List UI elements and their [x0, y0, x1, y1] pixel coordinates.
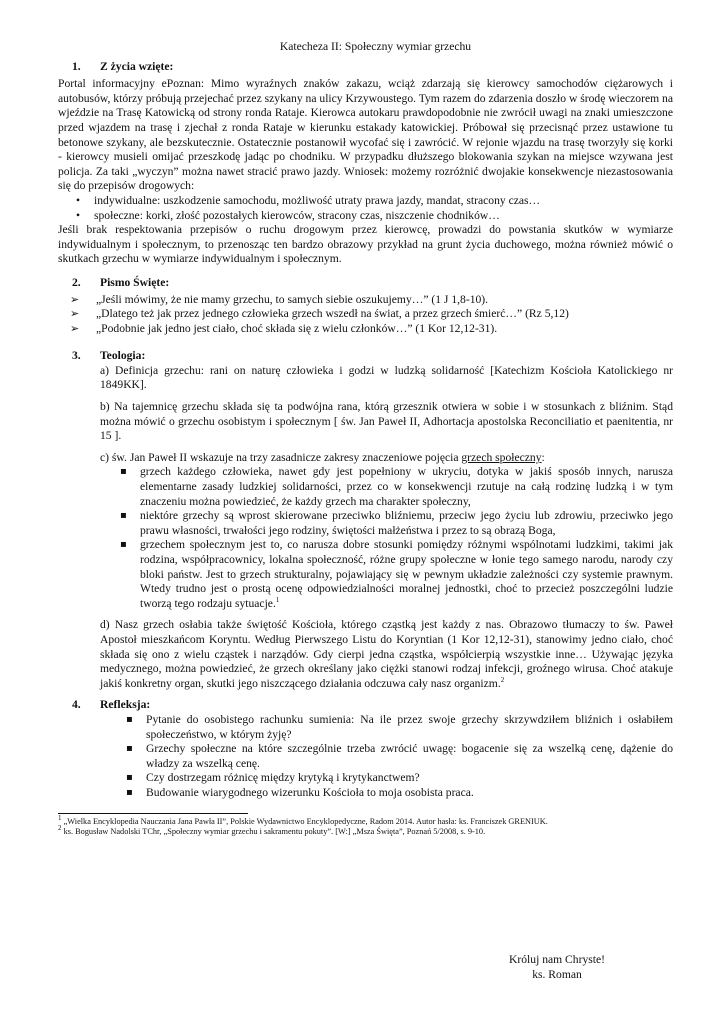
section-number: 3. [72, 349, 81, 363]
grzech-spoleczny-link[interactable]: grzech społeczny [461, 450, 542, 464]
section-number: 2. [72, 275, 81, 289]
scripture-quotes [70, 293, 673, 337]
section-1-outro: Jeśli brak respektowania przepisów o ruchu drogowym przez kierowcę, prowadzi do powstania skutków w wymiarze indywidualnym i społecznym, to przenosząc ten bardzo obrazowy przykład na grunt życia duchowego, można również mówić o skutkach grzechu w wymiarze indywidualnym i społecznym. [58, 223, 673, 266]
list-item: ▪ grzechem społecznym jest to, co narusza dobre stosunki pomiędzy różnymi wspólnotami ludzkimi, takimi jak rodzina, współpracownicy, lokalna społeczność, różne grupy społeczne w łonie tego samego narodu, narody czy bloki państw. Jest to grzech strukturalny, pojawiający się w pewnym układzie zależności czy systemie prawnym. Wtedy trudno jest o prostą ocenę odpowiedzialności moralnej jednostki, choć to przecież poszczególni ludzie tworzą tego rodzaju sytuacje.$^1$ [120, 538, 673, 611]
list-item: ▪ Grzechy społeczne na które szczególnie trzeba zwrócić uwagę: bogacenie się za wszelką cenę, dążenie do władzy za wszelką cenę. [126, 742, 673, 771]
section-title: Z życia wzięte: [100, 59, 174, 73]
section-number: 4. [72, 698, 81, 712]
section-title: Refleksja: [100, 698, 151, 712]
footnote-ref[interactable]: 2 [500, 675, 505, 684]
footnote-2: $^2$ ks. Bogusław Nadolski TChr, „Społeczny wymiar grzechu i sakramentu pokuty”. [W:] „Msza Święta”, Poznań 5/2008, s. 9-10. [58, 824, 486, 836]
list-item: ➢ „Podobnie jak jedno jest ciało, choć składa się z wielu członków…” (1 Kor 12,12-31). [70, 322, 673, 337]
section-title: Teologia: [100, 349, 146, 363]
footnote-1: $^1$ „Wielka Encyklopedia Nauczania Jana Pawła II”, Polskie Wydawnictwo Encyklopedyczne, Radom 2014. Autor hasła: ks. Franciszek GRENIUK. [58, 813, 548, 826]
closing-signature [509, 953, 605, 982]
section-2-heading [72, 276, 673, 291]
theology-a: a) Definicja grzechu: rani on naturę człowieka i godzi w ludzką solidarność [Katechizm Kościoła Katolickiego nr 1849KK]. [100, 363, 673, 392]
section-1-intro: Portal informacyjny ePoznan: Mimo wyraźnych znaków zakazu, wciąż zdarzają się kierowcy samochodów ciężarowych i autobusów, którzy próbują przejechać przez szykany na ulicy Krzywoustego. Tym razem do zdarzenia doszło w środę wieczorem na wjeździe na Trasę Katowicką od strony ronda Rataje. Kierowca autokaru prawdopodobnie nie zwrócił uwagi na znaki umieszczone przed wjazdem na trasę i zjechał z ronda Rataje w kierunku estakady katowickiej. Próbował się przecisnąć przez ustawione tu betonowe szykany, ale bezskutecznie. Ostatecznie postanowił wycofać się i zawrócić. W rejonie wjazdu na trasę tworzyły się korki - kierowcy musieli omijać przeszkodę jadąc po chodniku. W przypadku dłuższego blokowania szykan na miejsce wzywana jest policja. Za taki „wyczyn” można nawet stracić prawo jazdy. Wniosek: możemy rozróżnić dwojakie konsekwencje niezastosowania się do przepisów drogowych: [58, 77, 673, 193]
theology-b: b) Na tajemnicę grzechu składa się ta podwójna rana, którą grzesznik otwiera w sobie i w stosunkach z bliźnim. Stąd można mówić o grzechu osobistym i społecznym [ św. Jan Paweł II, Adhortacja apostolska Reconciliatio et paenitentia, nr 15 ]. [100, 400, 673, 443]
section-title: Pismo Święte: [100, 275, 170, 289]
list-item: • indywidualne: uszkodzenie samochodu, możliwość utraty prawa jazdy, mandat, stracony czas… [72, 194, 673, 209]
list-item: ➢ „Jeśli mówimy, że nie mamy grzechu, to samych siebie oszukujemy…” (1 J 1,8-10). [70, 293, 673, 308]
section-3-heading [72, 349, 673, 364]
footnote-divider [58, 813, 248, 814]
theology-c-list [120, 465, 673, 611]
list-item: ▪ Czy dostrzegam różnicę między krytyką i krytykanctwem? [126, 771, 673, 786]
list-item: ▪ Pytanie do osobistego rachunku sumienia: Na ile przez swoje grzechy skrzywdziłem bliźnich i osłabiłem społeczeństwo, w którym żyję? [126, 713, 673, 742]
theology-c [100, 451, 673, 466]
closing-line: Króluj nam Chryste! [509, 953, 605, 966]
list-item: ▪ Budowanie wiarygodnego wizerunku Kościoła to moja osobista praca. [126, 786, 673, 801]
list-item: ➢ „Dlatego też jak przez jednego człowieka grzech wszedł na świat, a przez grzech śmierć…” (Rz 5,12) [70, 307, 673, 322]
list-item: • społeczne: korki, złość pozostałych kierowców, stracony czas, niszczenie chodników… [72, 209, 673, 224]
list-item: ▪ grzech każdego człowieka, nawet gdy jest popełniony w ukryciu, dotyka w jakiś sposób innych, narusza elementarne zasady ludzkiej solidarności, przez co w konsekwencji rzutuje na całą rodzinę ludzką i w tym znaczeniu można powiedzieć, że każdy grzech ma charakter społeczny, [120, 465, 673, 509]
document-title: Katecheza II: Społeczny wymiar grzechu [279, 40, 472, 53]
footnote-ref[interactable]: 1 [275, 595, 280, 604]
consequences-list [72, 194, 673, 223]
section-1-heading [72, 60, 673, 75]
theology-c-colon: : [541, 450, 545, 464]
author-name: ks. Roman [532, 967, 582, 981]
section-4-heading [72, 698, 673, 713]
theology-c-text: c) św. Jan Paweł II wskazuje na trzy zasadnicze zakresy znaczeniowe pojęcia [100, 450, 462, 464]
theology-d: d) Nasz grzech osłabia także świętość Kościoła, którego cząstką jest każdy z nas. Obrazowo tłumaczy to św. Paweł Apostoł mieszkańcom Koryntu. Według Pierwszego Listu do Koryntian (1 Kor 12,12-31), stanowimy jedno ciało, choć składa się ono z wielu cząstek i narządów. Gdy cierpi jedna cząstka, współcierpią wszystkie inne… Używając języka medycznego, można powiedzieć, że grzech określany jako ciężki stanowi rodzaj infekcji, groźnego wirusa. Choć atakuje jakiś konkretny organ, skutki jego niszczącego działania odczuwa cały nasz organizm.$^2$ [100, 618, 673, 690]
section-number: 1. [72, 59, 81, 73]
reflection-list [126, 713, 673, 801]
list-item: ▪ niektóre grzechy są wprost skierowane przeciwko bliźniemu, przeciw jego życiu lub zdrowiu, przeciwko jego prawu własności, trwałości jego rodziny, świętości małżeństwa i przez to są obrazą Boga, [120, 509, 673, 538]
